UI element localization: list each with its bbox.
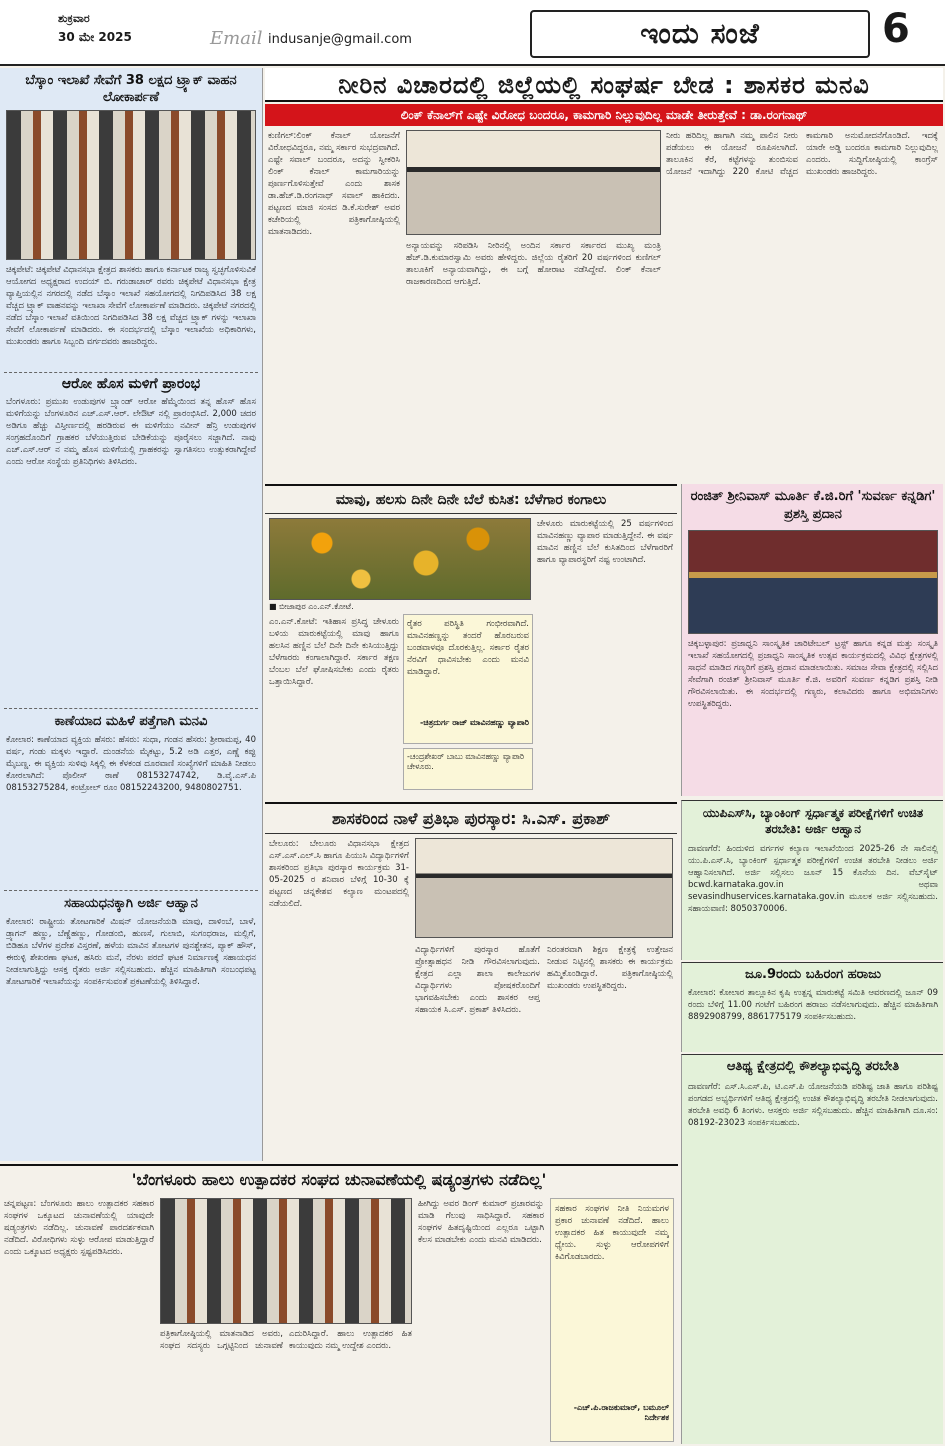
article-title: 'ಬೆಂಗಳೂರು ಹಾಲು ಉತ್ಪಾದಕರ ಸಂಘದ ಚುನಾವಣೆಯಲ್ಲಿ ಷಡ್ಯಂತ್ರಗಳು ನಡೆದಿಲ್ಲ' [131, 1170, 547, 1189]
quote-text: ರೈತರ ಪರಿಸ್ಥಿತಿ ಗಂಭೀರವಾಗಿದೆ. ಮಾವಿನಹಣ್ಣನ್ನು ತಂದರೆ ಹೊರಬರುವ ಬಂಡವಾಳವೂ ದೊರಕುತ್ತಿಲ್ಲ. ಸರ್ಕಾರ ರೈತರ ನೆರವಿಗೆ ಧಾವಿಸಬೇಕು ಎಂದು ಮನವಿ ಮಾಡಿದ್ದಾರೆ. [407, 619, 529, 677]
article-title: ಮಾವು, ಹಲಸು ದಿನೇ ದಿನೇ ಬೆಲೆ ಕುಸಿತ: ಬೆಳೆಗಾರ ಕಂಗಾಲು [265, 486, 677, 514]
article-body: ಬೇಲೂರು: ಬೇಲೂರು ವಿಧಾನಸಭಾ ಕ್ಷೇತ್ರದ ಎಸ್.ಎಸ್.ಎಲ್.ಸಿ ಹಾಗೂ ಪಿಯುಸಿ ವಿದ್ಯಾರ್ಥಿಗಳಿಗೆ ಶಾಸಕರಿಂದ ಪ್ರತಿಭಾ ಪುರಸ್ಕಾರ ಕಾರ್ಯಕ್ರಮ 31-05-2025 ರ ಶನಿವಾರ ಬೆಳಿಗ್ಗೆ 10-30 ಕ್ಕೆ ಪಟ್ಟಣದ ಚನ್ನಕೇಶವ ಕಲ್ಯಾಣ ಮಂಟಪದಲ್ಲಿ ನಡೆಯಲಿದೆ. [269, 839, 409, 909]
article-body: ಚಿಕ್ಕಬಳ್ಳಾಪುರ: ಪ್ರಜಾಧ್ವನಿ ಸಾಂಸ್ಕೃತಿಕ ಚಾರಿಟೇಬಲ್ ಟ್ರಸ್ಟ್ ಹಾಗೂ ಕನ್ನಡ ಮತ್ತು ಸಂಸ್ಕೃತಿ ಇಲಾಖೆ ಸಹಯೋಗದಲ್ಲಿ ಪ್ರಜಾಧ್ವನಿ ಸಾಂಸ್ಕೃತಿಕ ಉತ್ಸವ ಕಾರ್ಯಕ್ರಮದಲ್ಲಿ ವಿವಿಧ ಕ್ಷೇತ್ರಗಳಲ್ಲಿ ಸಾಧನೆ ಮಾಡಿದ ಗಣ್ಯರಿಗೆ ಪ್ರಶಸ್ತಿ ಪ್ರದಾನ ಮಾಡಲಾಯಿತು. ಸಮಾಜ ಸೇವಾ ಕ್ಷೇತ್ರದಲ್ಲಿ ಸಲ್ಲಿಸಿದ ಸೇವೆಗಾಗಿ ರಂಜಿತ್ ಶ್ರೀನಿವಾಸ್ ಮೂರ್ತಿ ಕೆ.ಜಿ. ಅವರಿಗೆ ಸುವರ್ಣ ಕನ್ನಡಿಗ ಪ್ರಶಸ್ತಿ ನೀಡಿ ಗೌರವಿಸಲಾಯಿತು. ಈ ಸಂದರ್ಭದಲ್ಲಿ ಗಣ್ಯರು, ಕಲಾವಿದರು ಹಾಗೂ ಅಭಿಮಾನಿಗಳು ಉಪಸ್ಥಿತರಿದ್ದರು. [688, 639, 938, 709]
article-body: ಎಂ.ಎನ್.ಕೋಟೆ: ಇತಿಹಾಸ ಪ್ರಸಿದ್ಧ ಚೇಳೂರು ಬಳಿಯ ಮಾರುಕಟ್ಟೆಯಲ್ಲಿ ಮಾವು ಹಾಗೂ ಹಲಸಿನ ಹಣ್ಣಿನ ಬೆಲೆ ದಿನೇ ದಿನೇ ಕುಸಿಯುತ್ತಿದ್ದು ಬೆಳೆಗಾರರು ಕಂಗಾಲಾಗಿದ್ದಾರೆ. ಸರ್ಕಾರ ತಕ್ಷಣ ಬೆಂಬಲ ಬೆಲೆ ಘೋಷಿಸಬೇಕು ಎಂದು ರೈತರು ಒತ್ತಾಯಿಸಿದ್ದಾರೆ. [269, 617, 399, 687]
article-body: ಪತ್ರಿಕಾಗೋಷ್ಠಿಯಲ್ಲಿ ಮಾತನಾಡಿದ ಅವರು, ಸಂಘದ ಸದಸ್ಯರು ಒಗ್ಗಟ್ಟಿನಿಂದ ಚುನಾವಣೆ ಎದುರಿಸಿದ್ದಾರೆ. ಹಾಲು ಉತ್ಪಾದಕರ ಹಿತ ಕಾಯುವುದು ನಮ್ಮ ಉದ್ದೇಶ ಎಂದರು. [160, 1329, 412, 1351]
email-label: Email [210, 28, 263, 49]
lead-subheadline: ಲಿಂಕ್ ಕೆನಾಲ್‌ಗೆ ಎಷ್ಟೇ ವಿರೋಧ ಬಂದರೂ, ಕಾಮಗಾರಿ ನಿಲ್ಲುವುದಿಲ್ಲ ಮಾಡೇ ತೀರುತ್ತೇವೆ : ಡಾ.ರಂಗನಾಥ್ [265, 104, 943, 126]
photo-caption: ■ ಬೀಜಾಪುರ ಎಂ.ಎನ್.ಕೋಟೆ. [269, 602, 354, 611]
skill-article [681, 1054, 943, 1444]
article-body: ಹೀಗಿದ್ದು ಅವರ ಡಿಂಗ್ ಕುಮಾರ್ ಪ್ರಚಾರವನ್ನು ಮಾಡಿ ಗೆಲುವು ಸಾಧಿಸಿದ್ದಾರೆ. ಸಹಕಾರ ಸಂಘಗಳ ಹಿತದೃಷ್ಟಿಯಿಂದ ಎಲ್ಲರೂ ಒಟ್ಟಾಗಿ ಕೆಲಸ ಮಾಡಬೇಕು ಎಂದು ಮನವಿ ಮಾಡಿದರು. [418, 1199, 544, 1245]
quote-author: -ಎಚ್.ಪಿ.ರಾಜಕುಮಾರ್, ಬಮೂಲ್ ನಿರ್ದೇಶಕ [573, 1403, 669, 1422]
award-article [681, 484, 943, 796]
lead-headline: ನೀರಿನ ವಿಚಾರದಲ್ಲಿ ಜಿಲ್ಲೆಯಲ್ಲಿ ಸಂಘರ್ಷ ಬೇಡ : ಶಾಸಕರ ಮನವಿ [265, 68, 943, 102]
left-column [0, 68, 263, 1161]
masthead-day: ಶುಕ್ರವಾರ [58, 12, 90, 25]
masthead-date: 30 ಮೇ 2025 [58, 30, 132, 44]
article-body: ಕೋಲಾರ: ರಾಷ್ಟ್ರೀಯ ತೋಟಗಾರಿಕೆ ಮಿಷನ್ ಯೋಜನೆಯಡಿ ಮಾವು, ದಾಳಿಂಬೆ, ಬಾಳೆ, ಡ್ರ್ಯಾಗನ್ ಹಣ್ಣು, ಬೆಣ್ಣೆಹಣ್ಣು, ಗೋಡಂಬಿ, ಹುಣಸೆ, ಗುಲಾಬಿ, ಸುಗಂಧರಾಜ, ಮಲ್ಲಿಗೆ, ಬಿಡಿಹೂ ಬೆಳೆಗಳ ಪ್ರದೇಶ ವಿಸ್ತರಣೆ, ಹಳೆಯ ಮಾವಿನ ತೋಟಗಳ ಪುನಶ್ಚೇತನ, ಪ್ಯಾಕ್ ಹೌಸ್, ಈರುಳ್ಳಿ ಶೇಖರಣಾ ಘಟಕ, ಹಸಿರು ಮನೆ, ನೆರಳು ಪರದೆ ಘಟಕ ನಿರ್ಮಾಣಕ್ಕೆ ಸಹಾಯಧನ ನೀಡಲಾಗುತ್ತಿದ್ದು ಆಸಕ್ತ ರೈತರು ಅರ್ಜಿ ಸಲ್ಲಿಸಬಹುದು. ಹೆಚ್ಚಿನ ಮಾಹಿತಿಗಾಗಿ ಸಂಬಂಧಪಟ್ಟ ತೋಟಗಾರಿಕೆ ಇಲಾಖೆಯನ್ನು ಸಂಪರ್ಕಿಸುವಂತೆ ಪ್ರಕಟಣೆಯಲ್ಲಿ ತಿಳಿಸಿದ್ದಾರೆ. [6, 917, 256, 987]
quote-author: -ಚಿತ್ರದುರ್ಗ ರಾಜ್ ಮಾವಿನಹಣ್ಣು ವ್ಯಾಪಾರಿ [419, 718, 529, 727]
article-title: ಆತಿಥ್ಯ ಕ್ಷೇತ್ರದಲ್ಲಿ ಕೌಶಲ್ಯಾಭಿವೃದ್ಧಿ ತರಬೇತಿ [726, 1059, 900, 1074]
quote-text: ಸಹಕಾರ ಸಂಘಗಳ ನೀತಿ ನಿಯಮಗಳ ಪ್ರಕಾರ ಚುನಾವಣೆ ನಡೆದಿದೆ. ಹಾಲು ಉತ್ಪಾದಕರ ಹಿತ ಕಾಯುವುದೇ ನಮ್ಮ ಧ್ಯೇಯ. ಸುಳ್ಳು ಆರೋಪಗಳಿಗೆ ಕಿವಿಗೊಡಬಾರದು. [555, 1204, 669, 1262]
article-body: ಚೇಳೂರು ಮಾರುಕಟ್ಟೆಯಲ್ಲಿ 25 ವರ್ಷಗಳಿಂದ ಮಾವಿನಹಣ್ಣು ವ್ಯಾಪಾರ ಮಾಡುತ್ತಿದ್ದೇನೆ. ಈ ವರ್ಷ ಮಾವಿನ ಹಣ್ಣಿನ ಬೆಲೆ ಕುಸಿತದಿಂದ ಬೆಳೆಗಾರರಿಗೆ ಹಾಗೂ ವ್ಯಾಪಾರಸ್ಥರಿಗೆ ನಷ್ಟ ಉಂಟಾಗಿದೆ. [537, 519, 673, 565]
auction-article [681, 962, 943, 1052]
article-body: ಕೋಲಾರ: ಕೋಲಾರ ತಾಲ್ಲೂಕಿನ ಕೃಷಿ ಉತ್ಪನ್ನ ಮಾರುಕಟ್ಟೆ ಸಮಿತಿ ಆವರಣದಲ್ಲಿ ಜೂನ್ 09 ರಂದು ಬೆಳಿಗ್ಗೆ 11.00 ಗಂಟೆಗೆ ಬಹಿರಂಗ ಹರಾಜು ನಡೆಸಲಾಗುವುದು. ಹೆಚ್ಚಿನ ಮಾಹಿತಿಗಾಗಿ 8892908799, 8861775179 ಸಂಪರ್ಕಿಸಬಹುದು. [688, 988, 938, 1022]
newspaper-logo [530, 10, 870, 58]
article-photo [6, 110, 256, 260]
article-title: ಸಹಾಯಧನಕ್ಕಾಗಿ ಅರ್ಜಿ ಆಹ್ವಾನ [64, 896, 198, 911]
lead-body: ಕುಣಿಗಲ್:ಲಿಂಕ್ ಕೆನಾಲ್ ಯೋಜನೆಗೆ ವಿರೋಧವಿದ್ದರೂ, ನಮ್ಮ ಸರ್ಕಾರ ಸುಭದ್ರವಾಗಿದೆ. ಎಷ್ಟೇ ಸವಾಲ್ ಬಂದರೂ, ಅದನ್ನು ಸ್ವೀಕರಿಸಿ ಲಿಂಕ್ ಕೆನಾಲ್ ಕಾಮಗಾರಿಯನ್ನು ಪೂರ್ಣಗೊಳಿಸುತ್ತೇವೆ ಎಂದು ಶಾಸಕ ಡಾ.ಹೆಚ್.ಡಿ.ರಂಗನಾಥ್ ಸವಾಲ್ ಹಾಕಿದರು. ಪಟ್ಟಣದ ಮಾಜಿ ಸಂಸದ ಡಿ.ಕೆ.ಸುರೇಶ್ ಅವರ ಕಚೇರಿಯಲ್ಲಿ ಪತ್ರಿಕಾಗೋಷ್ಠಿಯಲ್ಲಿ ಮಾತನಾಡಿದರು. [268, 131, 400, 237]
lead-body: ನೀರು ಹರಿದಿಲ್ಲ ಹಾಗಾಗಿ ನಮ್ಮ ಪಾಲಿನ ನೀರು ಪಡೆಯಲು ಈ ಯೋಜನೆ ರೂಪಿಸಲಾಗಿದೆ. ತಾಲೂಕಿನ ಕೆರೆ, ಕಟ್ಟೆಗಳನ್ನು ತುಂಬಿಸುವ ಯೋಜನೆ ಇದಾಗಿದ್ದು 220 ಕೋಟಿ ವೆಚ್ಚದ ಕಾಮಗಾರಿ ಅನುಮೋದನೆಗೊಂಡಿದೆ. ಇದಕ್ಕೆ ಯಾರೇ ಅಡ್ಡಿ ಬಂದರೂ ಕಾಮಗಾರಿ ನಿಲ್ಲುವುದಿಲ್ಲ ಎಂದರು. ಸುದ್ದಿಗೋಷ್ಠಿಯಲ್ಲಿ ಕಾಂಗ್ರೆಸ್ ಮುಖಂಡರು ಹಾಜರಿದ್ದರು. [666, 131, 938, 177]
article-photo [160, 1198, 412, 1324]
article-body: ಚನ್ನಪಟ್ಟಣ: ಬೆಂಗಳೂರು ಹಾಲು ಉತ್ಪಾದಕರ ಸಹಕಾರ ಸಂಘಗಳ ಒಕ್ಕೂಟದ ಚುನಾವಣೆಯಲ್ಲಿ ಯಾವುದೇ ಷಡ್ಯಂತ್ರಗಳು ನಡೆದಿಲ್ಲ. ಚುನಾವಣೆ ಪಾರದರ್ಶಕವಾಗಿ ನಡೆದಿದೆ. ವಿರೋಧಿಗಳು ಸುಳ್ಳು ಆರೋಪ ಮಾಡುತ್ತಿದ್ದಾರೆ ಎಂದು ಒಕ್ಕೂಟದ ಅಧ್ಯಕ್ಷರು ಸ್ಪಷ್ಟಪಡಿಸಿದರು. [4, 1199, 154, 1257]
article-body: ದಾವಣಗೆರೆ: ಹಿಂದುಳಿದ ವರ್ಗಗಳ ಕಲ್ಯಾಣ ಇಲಾಖೆಯಿಂದ 2025-26 ನೇ ಸಾಲಿನಲ್ಲಿ ಯು.ಪಿ.ಎಸ್.ಸಿ, ಬ್ಯಾಂಕಿಂಗ್ ಸ್ಪರ್ಧಾತ್ಮಕ ಪರೀಕ್ಷೆಗಳಿಗೆ ಉಚಿತ ತರಬೇತಿ ನೀಡಲು ಅರ್ಜಿ ಆಹ್ವಾನಿಸಲಾಗಿದೆ. ಅರ್ಜಿ ಸಲ್ಲಿಸಲು ಜೂನ್ 15 ಕೊನೆಯ ದಿನ. ವೆಬ್‌ಸೈಟ್ bcwd.karnataka.gov.in ಅಥವಾ sevasindhuservices.karnataka.gov.in ಮೂಲಕ ಅರ್ಜಿ ಸಲ್ಲಿಸಬಹುದು. ಸಹಾಯವಾಣಿ: 8050370006. [688, 844, 938, 914]
article-body: ಚಿಕ್ಕಪೇಟೆ: ಚಿಕ್ಕಪೇಟೆ ವಿಧಾನಸಭಾ ಕ್ಷೇತ್ರದ ಶಾಸಕರು ಹಾಗೂ ಕರ್ನಾಟಕ ರಾಜ್ಯ ಸ್ವಚ್ಛಗೊಳಿಸುವಿಕೆ ಆಯೋಗದ ಅಧ್ಯಕ್ಷರಾದ ಉದಯ್ ಬಿ. ಗರುಡಾಚಾರ್ ರವರು ಚಿಕ್ಕಪೇಟೆ ವಿಧಾನಸಭಾ ಕ್ಷೇತ್ರ ವ್ಯಾಪ್ತಿಯಲ್ಲಿನ ನಗರದಲ್ಲಿ ನಡೆದ ಬೆಸ್ಕಾಂ ಇಲಾಖೆ ಸಹಯೋಗದಲ್ಲಿ ನಿಗದಿಪಡಿಸಿದ 38 ಲಕ್ಷ ವೆಚ್ಚದ ಟ್ರ್ಯಾಕ್ ವಾಹನವನ್ನು ಇಲಾಖಾ ಸೇವೆಗೆ ಲೋಕಾರ್ಪಣೆ ಮಾಡಿದರು. ಚಿಕ್ಕಪೇಟೆ ನಗರದಲ್ಲಿ ನಡೆದ ಬೆಸ್ಕಾಂ ಇಲಾಖೆ ವತಿಯಿಂದ ನಿಗದಿಪಡಿಸಿದ 38 ಲಕ್ಷ ವೆಚ್ಚದ ಟ್ರ್ಯಾಕ್ ಗಳನ್ನು ಇಲಾಖಾ ಸೇವೆಗೆ ಲೋಕಾರ್ಪಣೆ ಮಾಡಿದರು. ಈ ಸಂದರ್ಭದಲ್ಲಿ ಬೆಸ್ಕಾಂ ಇಲಾಖೆಯ ಅಧಿಕಾರಿಗಳು, ಮುಖಂಡರು ಹಾಗೂ ಸಿಬ್ಬಂದಿ ವರ್ಗದವರು ಹಾಜರಿದ್ದರು. [6, 265, 256, 347]
article-title: ಕಾಣೆಯಾದ ಮಹಿಳೆ ಪತ್ತೆಗಾಗಿ ಮನವಿ [54, 714, 208, 729]
logo-text: ಇಂದು ಸಂಜೆ [640, 17, 760, 50]
article-photo [269, 518, 531, 600]
article-title: ಶಾಸಕರಿಂದ ನಾಳೆ ಪ್ರತಿಭಾ ಪುರಸ್ಕಾರ: ಸಿ.ಎಸ್. ಪ್ರಕಾಶ್ [265, 804, 677, 834]
vendor-note: -ಚಂದ್ರಶೇಖರ್ ಬಾಬು ಮಾವಿನಹಣ್ಣು ವ್ಯಾಪಾರಿ ಚೇಳೂರು. [403, 748, 533, 790]
upsc-article [681, 800, 943, 960]
milk-article [0, 1164, 678, 1446]
article-body: ಬೆಂಗಳೂರು: ಪ್ರಮುಖ ಉಡುಪುಗಳ ಬ್ರ್ಯಾಂಡ್ ಆರೋ ಹೆಮ್ಮೆಯಿಂದ ತನ್ನ ಹೊಸ್ ಹೊಸ ಮಳಿಗೆಯನ್ನು ಬೆಂಗಳೂರಿನ ಎಚ್.ಎಸ್.ಆರ್. ಲೇಔಟ್ ನಲ್ಲಿ ಪ್ರಾರಂಭಿಸಿದೆ. 2,000 ಚದರ ಅಡಿಗೂ ಹೆಚ್ಚು ವಿಸ್ತೀರ್ಣದಲ್ಲಿ ಹರಡಿರುವ ಈ ಮಳಿಗೆಯು ನವೀನ್ ಹೆನ್ರಿ ಉಡುಪುಗಳ ಸಂಗ್ರಹದೊಂದಿಗೆ ಗ್ರಾಹಕರ ಬೆಳೆಯುತ್ತಿರುವ ಬೇಡಿಕೆಯನ್ನು ಪೂರೈಸಲು ಸಜ್ಜಾಗಿದೆ. ನಾವು ಎಚ್.ಎಸ್.ಆರ್ ನ ನಮ್ಮ ಹೊಸ ಮಳಿಗೆಯಲ್ಲಿ ಗ್ರಾಹಕರನ್ನು ಸ್ವಾಗತಿಸಲು ಉತ್ಸುಕರಾಗಿದ್ದೇವೆ ಎಂದು ಆರೋ ಸಂಸ್ಥೆಯ ಪ್ರತಿನಿಧಿಗಳು ತಿಳಿಸಿದರು. [6, 397, 256, 467]
article-photo [415, 838, 673, 938]
lead-body: ಅನ್ಯಾಯವನ್ನು ಸರಿಪಡಿಸಿ ನೀರಿನಲ್ಲಿ ಅಂದಿನ ಸರ್ಕಾರ ಸರ್ಕಾರದ ಮುಖ್ಯ ಮಂತ್ರಿ ಹೆಚ್.ಡಿ.ಕುಮಾರಸ್ವಾಮಿ ಅವರು ಹೇಳಿದ್ದರು. ಜಿಲ್ಲೆಯ ರೈತರಿಗೆ 20 ವರ್ಷಗಳಿಂದ ಕುಣಿಗಲ್ ತಾಲೂಕಿಗೆ ಅನ್ಯಾಯವಾಗಿದ್ದು, ಈ ಬಗ್ಗೆ ಹೋರಾಟ ನಡೆಸಿದ್ದೇವೆ. ಲಿಂಕ್ ಕೆನಾಲ್ ರಾಜಕಾರಣದಿಂದ ಆಗುತ್ತಿದೆ. [406, 241, 661, 287]
email-address[interactable]: indusanje@gmail.com [268, 32, 412, 47]
quote-box [403, 614, 533, 744]
mango-article [265, 484, 677, 800]
article-title: ಬೆಸ್ಕಾಂ ಇಲಾಖೆ ಸೇವೆಗೆ 38 ಲಕ್ಷದ ಟ್ರ್ಯಾಕ್ ವಾಹನ ಲೋಕಾರ್ಪಣೆ [25, 73, 237, 105]
lead-photo [406, 130, 661, 235]
quote-box [550, 1198, 674, 1442]
article-title: ರಂಜಿತ್ ಶ್ರೀನಿವಾಸ್ ಮೂರ್ತಿ ಕೆ.ಜಿ.ರಿಗೆ 'ಸುವರ್ಣ ಕನ್ನಡಿಗ' ಪ್ರಶಸ್ತಿ ಪ್ರದಾನ [690, 489, 936, 522]
article-body: ಕೋಲಾರ: ಕಾಣೆಯಾದ ವ್ಯಕ್ತಿಯ ಹೆಸರು: ಹೆಸರು: ಸುಧಾ, ಗಂಡನ ಹೆಸರು: ಶ್ರೀರಾಮಪ್ಪ, 40 ವರ್ಷ, ಗಂಡು ಮಕ್ಕಳು ಇದ್ದಾರೆ. ದುಂಡನೆಯ ಮೈಕಟ್ಟು, 5.2 ಅಡಿ ಎತ್ತರ, ಎಣ್ಣೆ ಕಪ್ಪು ಮೈಬಣ್ಣ. ಈ ವ್ಯಕ್ತಿಯ ಸುಳಿವು ಸಿಕ್ಕಲ್ಲಿ ಈ ಕೆಳಕಂಡ ದೂರವಾಣಿ ಸಂಖ್ಯೆಗಳಿಗೆ ಮಾಹಿತಿ ನೀಡಲು ಕೋರಲಾಗಿದೆ: ಪೊಲೀಸ್ ಠಾಣೆ 08153274742, ಡಿ.ವೈ.ಎಸ್.ಪಿ 08153275284, ಕಂಟ್ರೋಲ್ ರೂಂ 08152243200, 9480802751. [6, 735, 256, 793]
article-body: ವಿದ್ಯಾರ್ಥಿಗಳಿಗೆ ಪುರಸ್ಕಾರ ಹೊತೆಗೆ ಪ್ರೋತ್ಸಾಹಧನ ನೀಡಿ ಗೌರವಿಸಲಾಗುವುದು. ಕ್ಷೇತ್ರದ ಎಲ್ಲಾ ಶಾಲಾ ಕಾಲೇಜುಗಳ ವಿದ್ಯಾರ್ಥಿಗಳು ಪೋಷಕರೊಂದಿಗೆ ಭಾಗವಹಿಸಬೇಕು ಎಂದು ಶಾಸಕರ ಆಪ್ತ ಸಹಾಯಕ ಸಿ.ಎಸ್. ಪ್ರಕಾಶ್ ತಿಳಿಸಿದರು. [415, 945, 540, 1015]
article-title: ಜೂ.9ರಂದು ಬಹಿರಂಗ ಹರಾಜು [745, 967, 881, 982]
pratibha-article [265, 802, 677, 1162]
article-title: ಯುಪಿಎಸ್‌ಸಿ, ಬ್ಯಾಂಕಿಂಗ್ ಸ್ಪರ್ಧಾತ್ಮಕ ಪರೀಕ್ಷೆಗಳಿಗೆ ಉಚಿತ ತರಬೇತಿ: ಅರ್ಜಿ ಆಹ್ವಾನ [702, 806, 924, 836]
page-number: 6 [882, 6, 910, 52]
article-title: ಆರೋ ಹೊಸ ಮಳಿಗೆ ಪ್ರಾರಂಭ [61, 376, 201, 392]
masthead [0, 0, 945, 66]
article-body: ದಾವಣಗೆರೆ: ಎಸ್.ಸಿ.ಎಸ್.ಪಿ, ಟಿ.ಎಸ್.ಪಿ ಯೋಜನೆಯಡಿ ಪರಿಶಿಷ್ಟ ಜಾತಿ ಹಾಗೂ ಪರಿಶಿಷ್ಟ ಪಂಗಡದ ಅಭ್ಯರ್ಥಿಗಳಿಗೆ ಆತಿಥ್ಯ ಕ್ಷೇತ್ರದಲ್ಲಿ ಉಚಿತ ಕೌಶಲ್ಯಾಭಿವೃದ್ಧಿ ತರಬೇತಿ ನೀಡಲಾಗುವುದು. ತರಬೇತಿ ಅವಧಿ 6 ತಿಂಗಳು. ಆಸಕ್ತರು ಅರ್ಜಿ ಸಲ್ಲಿಸಬಹುದು. ಹೆಚ್ಚಿನ ಮಾಹಿತಿಗಾಗಿ ದೂ.ಸಂ: 08192-23023 ಸಂಪರ್ಕಿಸಬಹುದು. [688, 1082, 938, 1128]
article-body: ನಿರಂತರವಾಗಿ ಶಿಕ್ಷಣ ಕ್ಷೇತ್ರಕ್ಕೆ ಉತ್ತೇಜನ ನೀಡುವ ನಿಟ್ಟಿನಲ್ಲಿ ಶಾಸಕರು ಈ ಕಾರ್ಯಕ್ರಮ ಹಮ್ಮಿಕೊಂಡಿದ್ದಾರೆ. ಪತ್ರಿಕಾಗೋಷ್ಠಿಯಲ್ಲಿ ಮುಖಂಡರು ಉಪಸ್ಥಿತರಿದ್ದರು. [547, 945, 673, 991]
article-photo [688, 530, 938, 634]
